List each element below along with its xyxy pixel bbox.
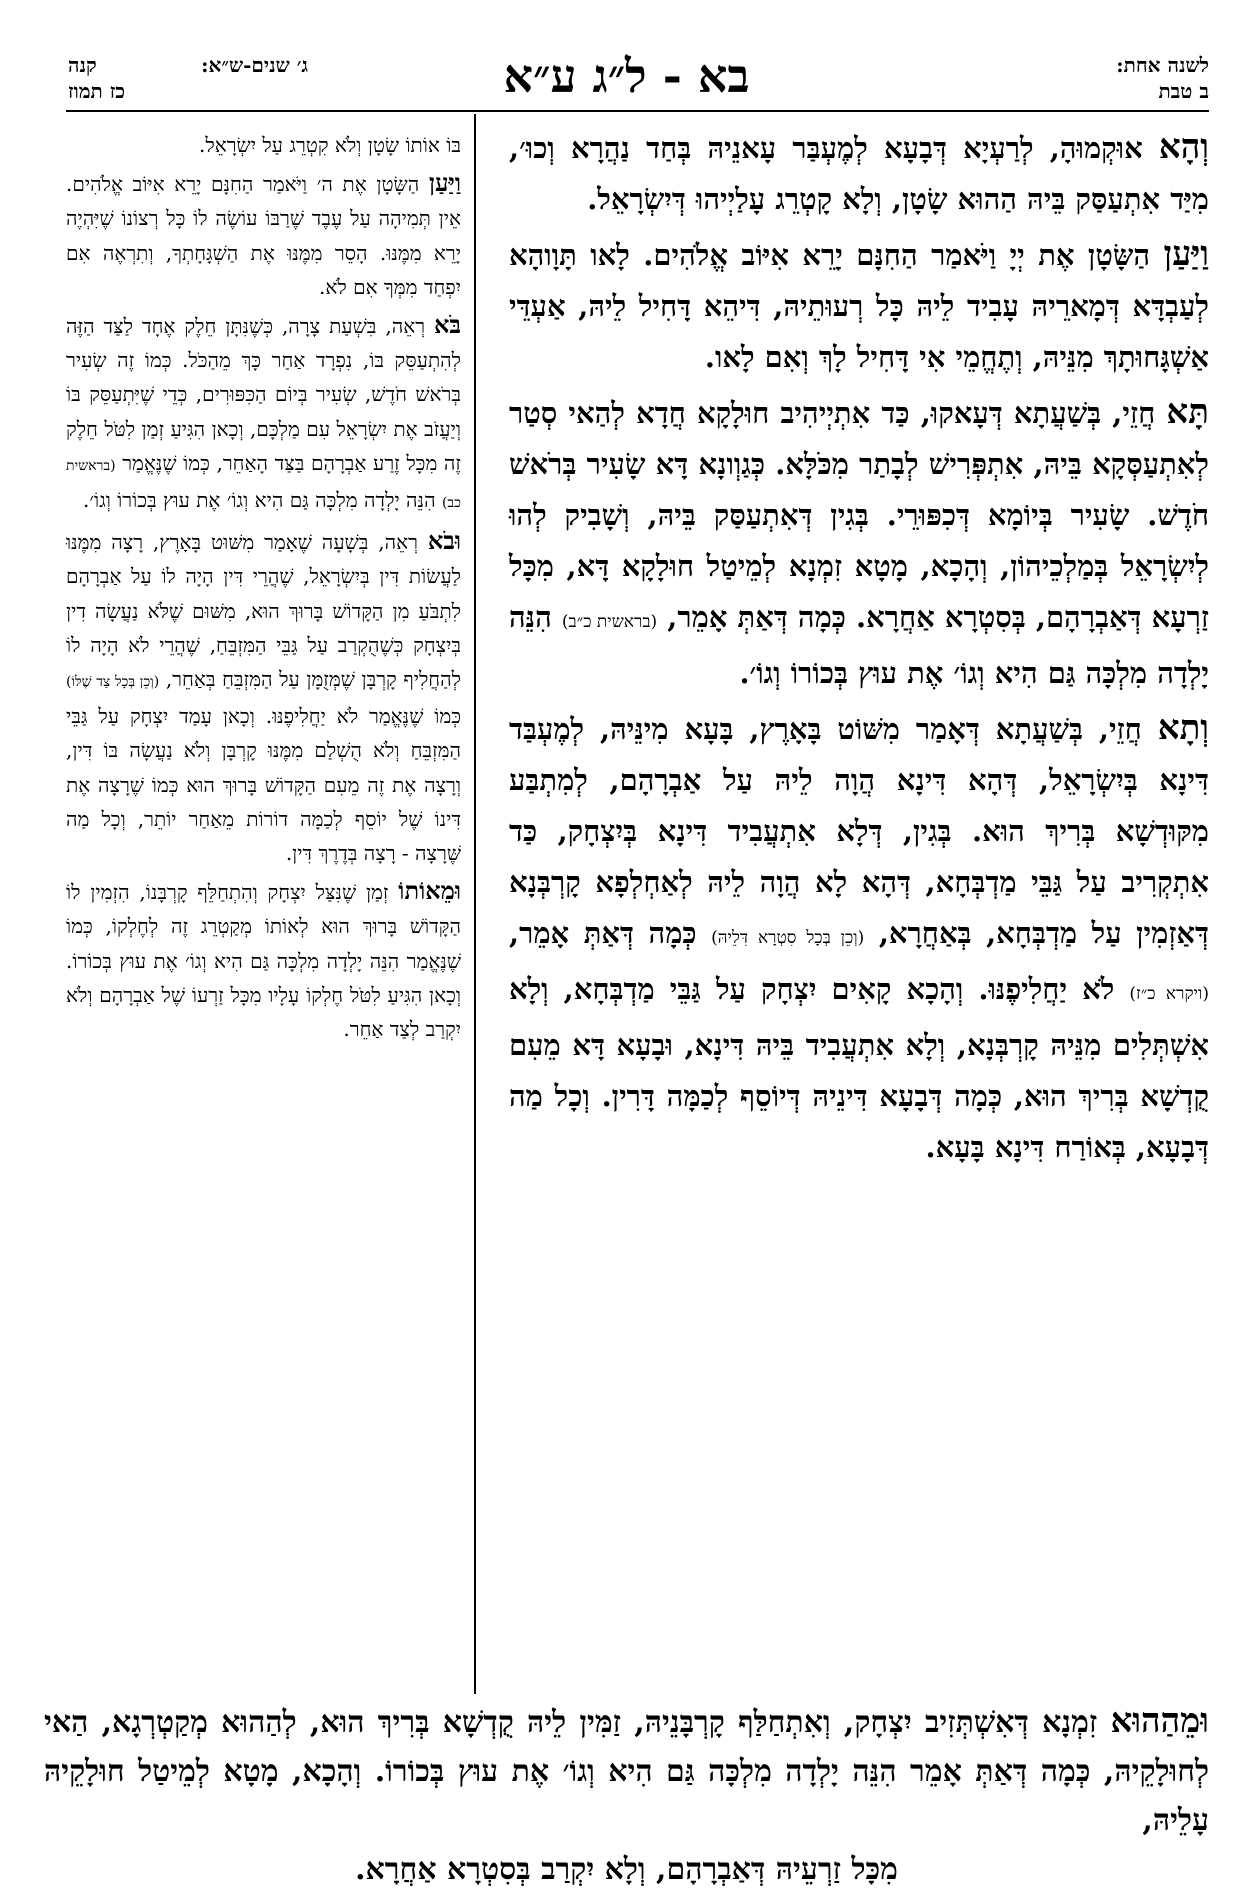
paragraph-text: הַשָּׂטָן אֶת ה׳ וַיֹּאמַר הַחִנָּם יָרֵא אִיּוֹב אֱלֹהִים. אֵין תְּמִיהָה עַל עֶבֶד שֶׁרַבּוֹ עוֹשֶׂה לוֹ כָּל רְצוֹנוֹ שֶׁיִּהְיֶה יָרֵא מִמֶּנּוּ. הָסֵר מִמֶּנּוּ אֶת הַשְׁגָּחָתְךָ, וְתִרְאֶה אִם יִפְחַד מִמְּךָ אִם לֹא. <box>66 172 461 299</box>
paragraph-lead-word: וְתָא <box>1157 708 1209 748</box>
paragraph-text: כְּמָה דְּאַתְּ אָמֵר, <box>509 916 712 950</box>
paragraph-lead-word: וְהָא <box>1158 127 1209 167</box>
main-paragraph <box>509 703 1209 1173</box>
paragraph-text: חֲזֵי, בְּשַׁעֲתָא דְּעָאקוּ, כַּד אִתְיְיהִיב חוּלָקָא חֲדָא לְהַאי סְטַר לְאִתְעַסְּקָא בֵּיהּ, אִתְפְּרִישׁ לְבָתַר מִכֹּלָּא. כְּגַוְונָא דָּא שָׂעִיר בְּרֹאשׁ חֹדֶשׁ. שָׂעִיר בְּיוֹמָא דְּכִפּוּרֵי. בְּגִין דְּאִתְעַסַּק בֵּיהּ, וְשָׁבִיק לְהוּ לְיִשְׂרָאֵל בְּמַלְכֵיהוֹן, וְהָכָא, מָטָא זִמְנָא לְמֵיטַל חוּלָקָא דָּא, מִכָּל זַרְעָא דְּאַבְרָהָם, בְּסִטְרָא אַחֲרָא. כְּמָה דְּאַתְּ אָמֵר, <box>509 396 1209 634</box>
page-title: בא - ל״ג ע״א <box>503 49 750 103</box>
main-text-column <box>509 122 1209 1177</box>
commentary-paragraph <box>66 524 461 870</box>
paragraph-lead-word: וּמֵהַהוּא <box>1110 1701 1209 1741</box>
bottom-last-line: מִכָּל זַרְעֵיהּ דְּאַבְרָהָם, וְלָא יִקְרַב בְּסִטְרָא אַחֲרָא. <box>355 1852 898 1887</box>
source-reference: (וְכֵן בְּכָל צַד שֶׁלּוֹ) <box>66 674 160 691</box>
main-paragraph <box>509 229 1209 383</box>
commentary-column <box>66 128 461 1050</box>
bottom-paragraph <box>44 1697 1209 1845</box>
header-page-number: קנה <box>68 53 97 77</box>
paragraph-lead-word: וּמֵאוֹתוֹ <box>398 876 461 906</box>
source-reference: (ויקרא כ״ז) <box>1129 984 1209 1004</box>
commentary-paragraph <box>66 166 461 304</box>
paragraph-lead-word: וַיַּעַן <box>428 168 461 198</box>
commentary-paragraph <box>66 874 461 1046</box>
paragraph-text: זְמַן שֶׁנִּצַּל יִצְחָק וְהִתְחַלֵּף קָרְבָּנוֹ, הִזְמִין לוֹ הַקָּדוֹשׁ בָּרוּךְ הוּא לְאוֹתוֹ מְקַטְרֵג זֶה לְחֶלְקוֹ, כְּמוֹ שֶׁנֶּאֱמַר הִנֵּה יָלְדָה מִלְכָּה גַּם הִיא וְגוֹ׳ אֶת עוּץ בְּכוֹרוֹ. וְכָאן הִגִּיעַ לִטֹּל חֶלְקוֹ עָלָיו מִכָּל זַרְעוֹ שֶׁל אַבְרָהָם וְלֹא יִקְרַב לְצַד אַחֵר. <box>66 880 461 1042</box>
main-paragraph <box>509 122 1209 225</box>
header-divider <box>66 110 1209 112</box>
header-date-one-year: ב טבת <box>1158 79 1209 103</box>
paragraph-lead-word: וַיַּעַן <box>1163 234 1209 274</box>
source-reference: (בראשית כב) <box>66 457 461 512</box>
paragraph-lead-word: וּבֹא <box>427 526 461 556</box>
main-paragraph <box>509 387 1209 699</box>
paragraph-text: לֹא יַחֲלִיפֶנּוּ. וְהָכָא קָאִים יִצְחָק עַל גַּבֵּי מַדְבְּחָא, וְלָא אִשְׁתְּלִים מִנֵּיהּ קָרְבְּנָא, וְלָא אִתְעֲבִיד בֵּיהּ דִּינָא, וּבָעָא דָּא מֵעִם קֻדְשָׁא בְּרִיךְ הוּא, כְּמָה דְּבָעָא דִּינֵיהּ דְּיוֹסֵף לְכַמָּה דָּרִין. וְכָל מַה דְּבָעָא, בְּאוֹרַח דִּינָא בָּעָא. <box>509 972 1209 1164</box>
paragraph-text: זִמְנָא דְּאִשְׁתְּזִיב יִצְחָק, וְאִתְחַלַּף קָרְבָּנֵיהּ, זַמִּין לֵיהּ קֻדְשָׁא בְּרִיךְ הוּא, לְהַהוּא מְקַטְרְגָא, הַאי לְחוּלָקֵיהּ, כְּמָה דְּאַתְּ אָמֵר הִנֵּה יָלְדָה מִלְכָּה גַּם הִיא וְגוֹ׳ אֶת עוּץ בְּכוֹרוֹ. וְהָכָא, מָטָא לְמֵיטַל חוּלָקֵיהּ עָלֵיהּ, <box>44 1705 1209 1838</box>
paragraph-text: רְאֵה, בִּשְׁעַת צָרָה, כְּשֶׁנִּתָּן חֵלֶק אֶחָד לַצַּד הַזֶּה לְהִתְעַסֵּק בּוֹ, נִפְרָד אַחַר כָּךְ מֵהַכֹּל. כְּמוֹ זֶה שְׂעִיר בְּרֹאשׁ חֹדֶשׁ, שְׂעִיר בְּיוֹם הַכִּפּוּרִים, כְּדֵי שֶׁיִּתְעַסֵּק בּוֹ וְיַעֲזֹב אֶת יִשְׂרָאֵל עִם מַלְכָּם, וְכָאן הִגִּיעַ זְמַן לִטֹּל חֵלֶק זֶה מִכָּל זֶרַע אַבְרָהָם בַּצַּד הָאַחֵר, כְּמוֹ שֶׁנֶּאֱמַר <box>66 314 461 475</box>
source-reference: (וְכֵן בְּכָל סִטְרָא דִּלֵיהּ) <box>711 928 865 948</box>
header-left <box>68 52 308 104</box>
header-cycle-three-years: ג׳ שנים-ש״א: <box>201 53 308 77</box>
paragraph-text: חֲזֵי, בְּשַׁעֲתָא דְּאָמַר מִשּׁוֹט בָּאָרֶץ, בָּעָא מִינֵּיהּ, לְמֶעְבַּד דִּינָא בְּיִשְׂרָאֵל, דְּהָא דִּינָא הֲוָה לֵיהּ עַל אַבְרָהָם, לְמִתְבַּע מִקּוּדְשָׁא בְּרִיךְ הוּא. בְּגִין, דְּלָא אִתְעֲבִיד דִּינָא בְּיִצְחָק, כַּד אִתְקְרִיב עַל גַּבֵּי מַדְבְּחָא, דְּהָא לָא הֲוָה לֵיהּ לְאַחְלְפָא קָרְבְּנָא דְּאַזְמִין עַל מַדְבְּחָא, בְּאַחֲרָא, <box>509 712 1209 950</box>
header-cycle-one-year: לשנה אחת: <box>1116 53 1209 77</box>
paragraph-text: כְּמוֹ שֶׁנֶּאֱמַר לֹא יַחֲלִיפֶנּוּ. וְכָאן עָמַד יִצְחָק עַל גַּבֵּי הַמִּזְבֵּחַ וְלֹא הֻשְׁלַם מִמֶּנּוּ קָרְבָּן וְלֹא נַעֲשָׂה בּוֹ דִּין, וְרָצָה אֶת זֶה מֵעִם הַקָּדוֹשׁ בָּרוּךְ הוּא כְּמוֹ שֶׁרָצָה אֶת דִּינוֹ שֶׁל יוֹסֵף לְכַמָּה דוֹרוֹת מֵאַחַר יוֹתֵר, וְכָל מַה שֶּׁרָצָה - רָצָה בְּדֶרֶךְ דִּין. <box>66 704 461 866</box>
commentary-paragraph <box>66 308 461 520</box>
paragraph-text: הִנֵּה יָלְדָה מִלְכָּה גַּם הִיא וְגוֹ׳ אֶת עוּץ בְּכוֹרוֹ וְגוֹ׳. <box>509 600 1209 690</box>
bottom-text-block <box>44 1697 1209 1894</box>
paragraph-lead-word: בֹּא <box>434 310 461 340</box>
source-reference: (בראשית כ״ב) <box>561 612 658 632</box>
paragraph-text: אוּקְמוּהָ, לְרַעְיָא דְּבָעָא לְמֶעְבַּר עָאנֵיהּ בְּחַד נַהֲרָא וְכוּ׳, מִיַּד אִתְעַסַּק בֵּיהּ הַהוּא שָׂטָן, וְלָא קָטְרֵג עָלַיְיהוּ דְּיִשְׂרָאֵל. <box>509 131 1209 216</box>
header-date-three-years: כז תמוז <box>68 79 126 103</box>
paragraph-text: בּוֹ אוֹתוֹ שָׂטָן וְלֹא קִטְרֵג עַל יִשְׂרָאֵל. <box>199 133 461 157</box>
paragraph-text: רְאֵה, בְּשָׁעָה שֶׁאָמַר מִשּׁוּט בָּאָרֶץ, רָצָה מִמֶּנּוּ לַעֲשׂוֹת דִּין בְּיִשְׂרָאֵל, שֶׁהֲרֵי דִּין הָיָה לוֹ עַל אַבְרָהָם לִתְבֹּעַ מִן הַקָּדוֹשׁ בָּרוּךְ הוּא, מִשּׁוּם שֶׁלֹּא נַעֲשָׂה דִין בְּיִצְחָק כְּשֶׁהֻקְרַב עַל גַּבֵּי הַמִּזְבֵּחַ, שֶׁהֲרֵי לֹא הָיָה לוֹ לְהַחֲלִיף קָרְבָּן שֶׁמְּזֻמָּן עַל הַמִּזְבֵּחַ בְּאַחֵר, <box>66 530 461 692</box>
column-divider <box>474 114 476 1694</box>
paragraph-lead-word: תָּא <box>1166 392 1209 432</box>
paragraph-text: הַשָּׂטָן אֶת יְיָ וַיֹּאמַר הַחִנָּם יָרֵא אִיּוֹב אֱלֹהִים. לָאו תָּוָוהָא לְעַבְדָּא דְּמָארֵיהּ עָבִיד לֵיהּ כָּל רְעוּתֵיהּ, דִּיהֵא דָּחִיל לֵיהּ, אַעְדֵּי אַשְׁגָּחוּתָךְ מִנֵּיהּ, וְתֶחֱמֵי אִי דָּחִיל לָךְ וְאִם לָאו. <box>509 238 1209 374</box>
paragraph-text: הִנֵּה יָלְדָה מִלְכָּה גַּם הִיא וְגוֹ׳ אֶת עוּץ בְּכוֹרוֹ וְגוֹ׳. <box>83 488 442 513</box>
commentary-paragraph <box>66 128 461 162</box>
